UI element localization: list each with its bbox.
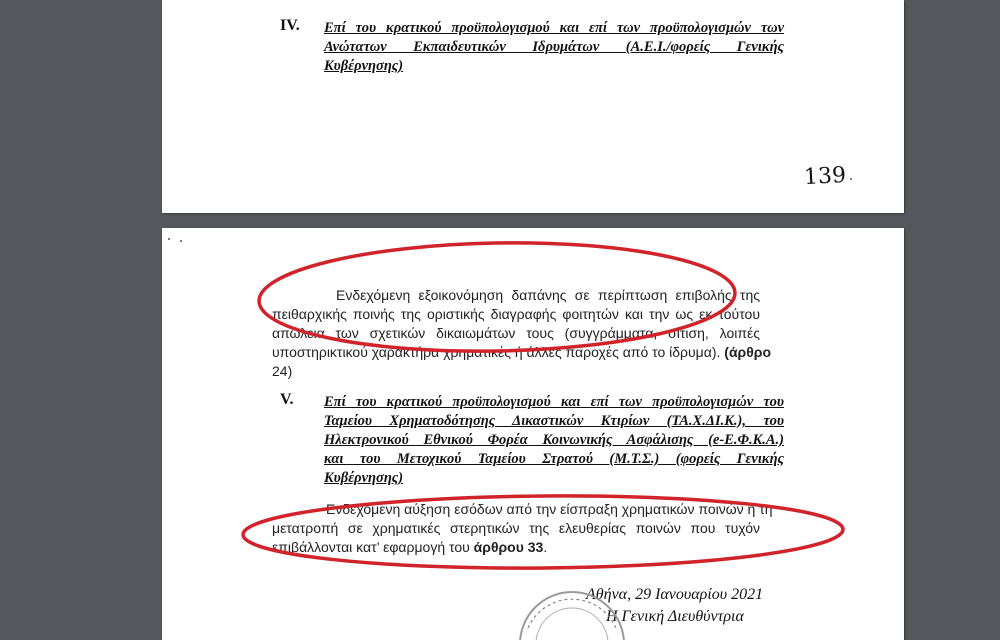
paragraph-line: πειθαρχικής ποινής της οριστικής διαγραφής φοιτητών και την ως εκ τούτου: [272, 306, 760, 322]
section-iv-heading: [324, 19, 784, 76]
signature-title: Η Γενική Διευθύντρια: [606, 608, 744, 625]
document-page-2: [162, 228, 904, 640]
paragraph-line: [272, 343, 771, 362]
stamp-lettering: [528, 599, 616, 628]
heading-line: και του Μετοχικού Ταμείου Στρατού (Μ.Τ.Σ.) (φορείς Γενικής: [324, 451, 784, 467]
heading-line: Ηλεκτρονικού Εθνικού Φορέα Κοινωνικής Ασφάλισης (e-Ε.Φ.Κ.Α.): [324, 432, 784, 448]
section-v-heading: [324, 393, 784, 488]
heading-line: Επί του κρατικού προϋπολογισμού και επί των προϋπολογισμών του: [324, 394, 784, 410]
document-page-1: [162, 0, 904, 213]
article-label: (άρθρο: [724, 344, 771, 360]
scan-speck: [850, 178, 852, 180]
paragraph-line: [272, 538, 760, 557]
paragraph-text: επιβάλλονται κατ’ εφαρμογή του: [272, 539, 470, 555]
heading-line: Κυβέρνησης): [324, 58, 404, 74]
scan-speck: [180, 240, 182, 242]
paragraph-line: απώλεια των σχετικών δικαιωμάτων τους (συγγράμματα, σίτιση, λοιπές: [272, 325, 760, 341]
heading-line: Κυβέρνησης): [324, 470, 404, 486]
article-ref: άρθρου 33: [473, 539, 544, 555]
stamp-inner-ring: [536, 608, 608, 640]
official-stamp: [512, 588, 632, 640]
signature-date: Αθήνα, 29 Ιανουαρίου 2021: [586, 586, 764, 603]
heading-line: Ανώτατων Εκπαιδευτικών Ιδρυμάτων (Α.Ε.Ι./φορείς Γενικής: [324, 39, 784, 55]
heading-line: Ταμείου Χρηματοδότησης Δικαστικών Κτιρίων (ΤΑ.Χ.ΔΙ.Κ.), του: [324, 413, 784, 429]
heading-line: Επί του κρατικού προϋπολογισμού και επί των προϋπολογισμών των: [324, 20, 784, 36]
paragraph-line: Ενδεχόμενη αύξηση εσόδων από την είσπραξη χρηματικών ποινών ή τη: [326, 501, 773, 517]
paragraph-line: Ενδεχόμενη εξοικονόμηση δαπάνης σε περίπτωση επιβολής της: [336, 287, 760, 303]
paragraph-savings: [272, 286, 771, 381]
paragraph-line: 24): [272, 363, 293, 379]
paragraph-text: .: [543, 539, 548, 555]
section-number-v: V.: [280, 391, 294, 408]
paragraph-text: υποστηρικτικού χαρακτήρα χρηματικές ή άλλες παροχές από το ίδρυμα).: [272, 344, 721, 360]
handwritten-page-number: 139: [803, 162, 847, 191]
paragraph-line: μετατροπή σε χρηματικές στερητικών της ελευθερίας ποινών που τυχόν: [272, 520, 760, 536]
paragraph-revenue: [272, 500, 773, 557]
scan-speck: [168, 238, 170, 240]
section-number-iv: IV.: [280, 17, 300, 34]
